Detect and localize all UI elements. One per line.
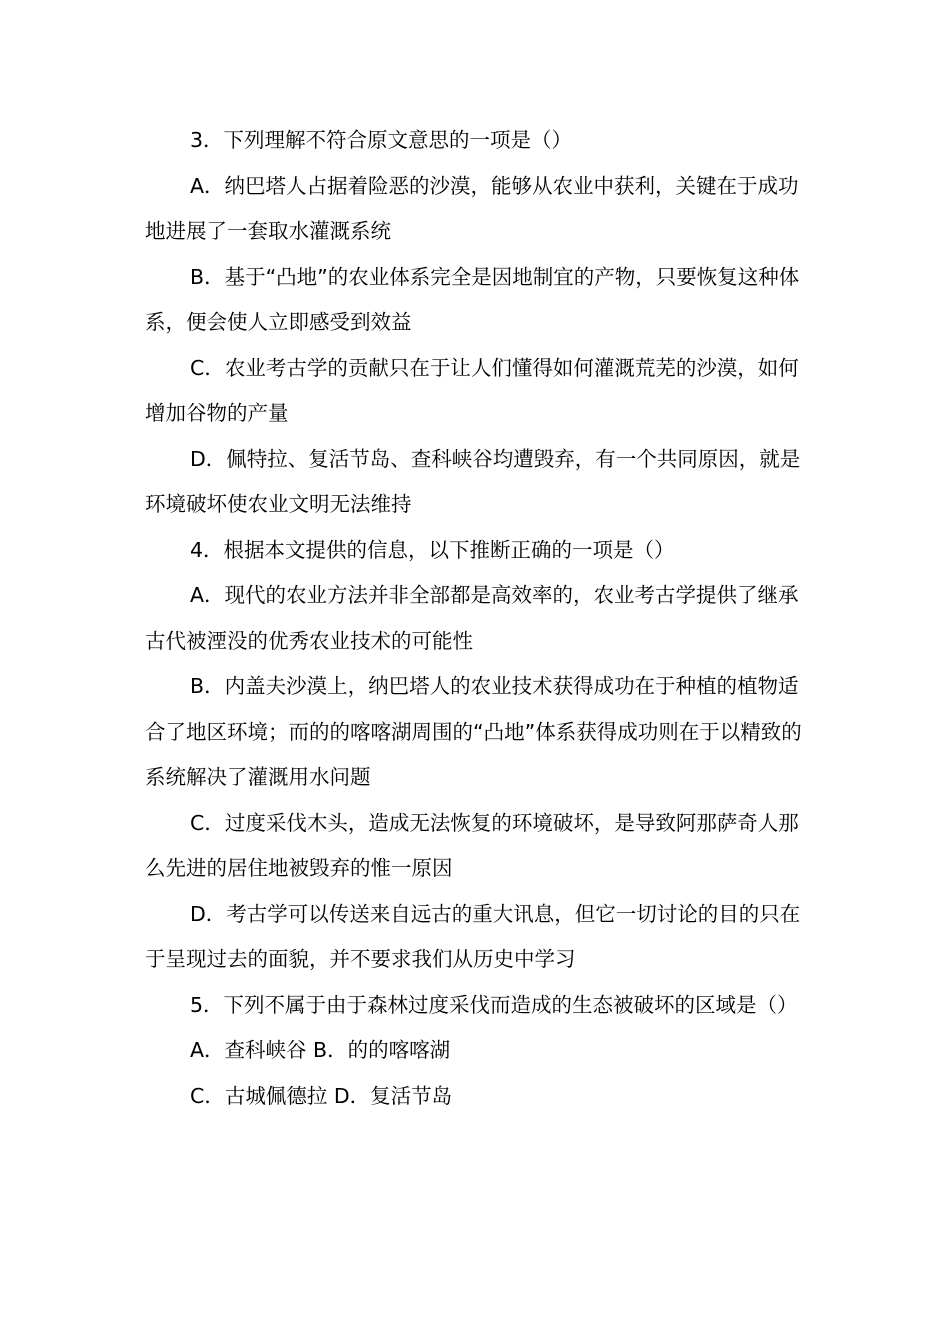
question-4-option-d: D．考古学可以传送来自远古的重大讯息，但它一切讨论的目的只在于呈现过去的面貌，并不要求我们从历史中学习 — [145, 901, 801, 971]
question-4-option-a: A．现代的农业方法并非全部都是高效率的，农业考古学提供了继承古代被湮没的优秀农业技术的可能性 — [145, 583, 799, 653]
question-3: 3．下列理解不符合原文意思的一项是（） — [190, 128, 573, 152]
question-3-option-c: C．农业考古学的贡献只在于让人们懂得如何灌溉荒芜的沙漠，如何增加谷物的产量 — [145, 355, 799, 425]
question-3-option-d: D．佩特拉、复活节岛、查科峡谷均遭毁弃，有一个共同原因，就是环境破坏使农业文明无法维持 — [145, 446, 801, 516]
document-body — [145, 118, 810, 1119]
question-4-option-b: B．内盖夫沙漠上，纳巴塔人的农业技术获得成功在于种植的植物适合了地区环境；而的的喀喀湖周围的“凸地”体系获得成功则在于以精致的系统解决了灌溉用水问题 — [145, 674, 802, 789]
question-5-options-cd: C．古城佩德拉 D．复活节岛 — [190, 1083, 453, 1108]
question-5: 5．下列不属于由于森林过度采伐而造成的生态被破坏的区域是（） — [190, 992, 798, 1017]
question-3-option-b: B．基于“凸地”的农业体系完全是因地制宜的产物，只要恢复这种体系，便会使人立即感受到效益 — [145, 264, 800, 334]
question-4: 4．根据本文提供的信息，以下推断正确的一项是（） — [190, 537, 675, 562]
question-5-options-ab: A．查科峡谷 B．的的喀喀湖 — [190, 1038, 451, 1062]
question-4-option-c: C．过度采伐木头，造成无法恢复的环境破坏，是导致阿那萨奇人那么先进的居住地被毁弃的惟一原因 — [145, 810, 799, 880]
question-3-option-a: A．纳巴塔人占据着险恶的沙漠，能够从农业中获利，关键在于成功地进展了一套取水灌溉系统 — [145, 173, 799, 243]
